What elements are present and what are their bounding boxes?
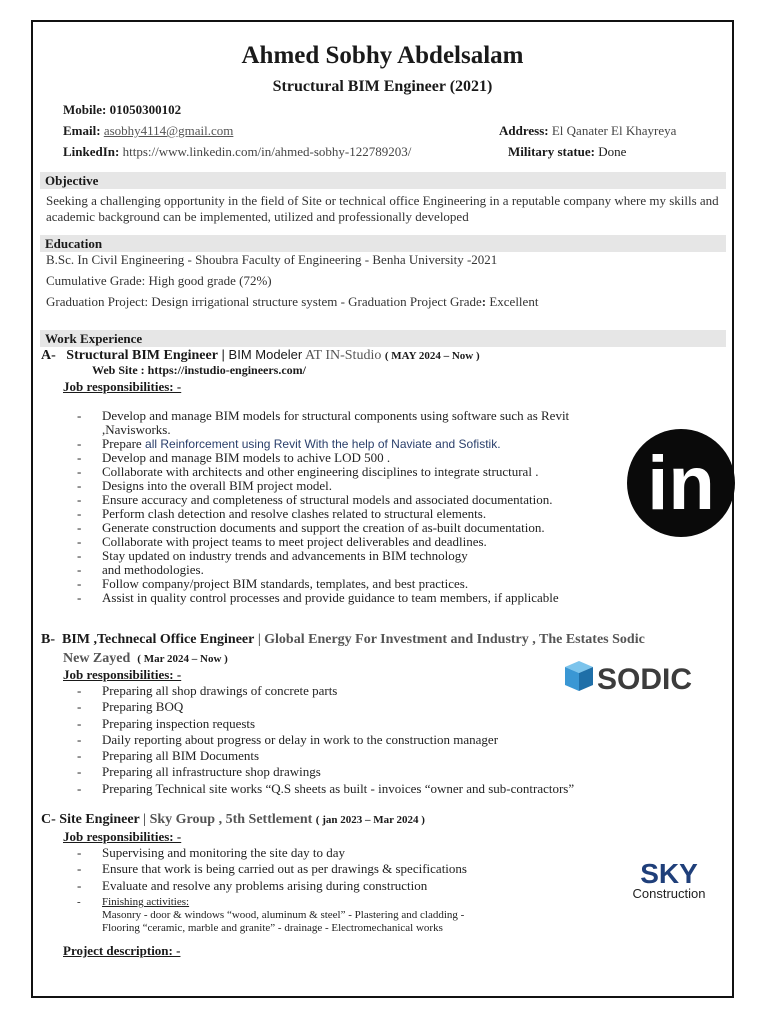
list-item: - Follow company/project BIM standards, templates, and best practices. (63, 577, 633, 591)
finishing-label: Finishing activities: (102, 895, 190, 908)
candidate-title: Structural BIM Engineer (2021) (272, 78, 493, 95)
list-item: - Preparing Technical site works “Q.S sheets as built - invoices “owner and sub-contractors” (63, 781, 703, 797)
job-c-role: Site Engineer (59, 812, 140, 827)
list-item: - Perform clash detection and resolve clashes related to structural elements. (63, 507, 633, 521)
list-item: - Designs into the overall BIM project model. (63, 479, 633, 493)
job-c-resp-label: Job responsibilities: - (63, 829, 182, 844)
linkedin-link[interactable]: https://www.linkedin.com/in/ahmed-sobhy-122789203/ (122, 144, 412, 159)
finishing-line-1: Masonry - door & windows “wood, aluminum & steel” - Plastering and cladding - (102, 908, 465, 921)
education-heading: Education (40, 235, 726, 252)
finishing-line-2: Flooring “ceramic, marble and granite” - drainage - Electromechanical works (102, 921, 443, 934)
job-a-role: Structural BIM Engineer (66, 348, 218, 363)
job-c-company: Sky Group , 5th Settlement (149, 812, 313, 827)
list-item: - Develop and manage BIM models to achive LOD 500 . (63, 451, 633, 465)
job-c-sep: | (139, 812, 150, 827)
list-item: - Supervising and monitoring the site day to day (63, 845, 623, 861)
job-b-dates: ( Mar 2024 – Now ) (137, 653, 228, 665)
job-a-letter: A- (41, 348, 56, 363)
education-project-colon: : (481, 294, 487, 309)
list-item: - Preparing BOQ (63, 699, 703, 715)
list-item: - Evaluate and resolve any problems arising during construction (63, 878, 623, 894)
military-label: Military statue: (508, 144, 596, 159)
sky-construction-logo (614, 858, 724, 902)
job-b-letter: B- (41, 632, 55, 647)
work-heading: Work Experience (40, 330, 726, 347)
job-b-role: BIM ,Technecal Office Engineer (62, 632, 255, 647)
linkedin-label: LinkedIn: (63, 144, 120, 159)
list-item (63, 437, 633, 451)
instudio-logo-text: in (647, 441, 715, 526)
resume-page (31, 20, 734, 998)
email-label: Email: (63, 123, 101, 138)
sodic-logo (563, 659, 725, 695)
address-label: Address: (499, 123, 549, 138)
sky-logo-sub: Construction (632, 886, 706, 901)
job-a-dates: ( MAY 2024 – Now ) (384, 350, 480, 362)
job-a-company: AT IN-Studio (302, 348, 382, 363)
instudio-logo (627, 429, 735, 537)
list-item: - Collaborate with project teams to meet project deliverables and deadlines. (63, 535, 633, 549)
prepare-word: Prepare (102, 436, 142, 451)
job-b-header (41, 632, 645, 648)
education-degree: B.Sc. In Civil Engineering - Shoubra Faculty of Engineering - Benha University -2021 (46, 252, 498, 267)
list-item: - Stay updated on industry trends and advancements in BIM technology (63, 549, 633, 563)
job-b-resp-label: Job responsibilities: - (63, 667, 182, 682)
list-item: - Daily reporting about progress or delay in work to the construction manager (63, 732, 703, 748)
job-a-sep: | (217, 347, 229, 362)
linkedin-line (63, 144, 411, 160)
list-item: - and methodologies. (63, 563, 633, 577)
military-line (508, 144, 626, 160)
military-value: Done (598, 144, 627, 159)
mobile-line (63, 102, 181, 118)
list-item: - Preparing inspection requests (63, 716, 703, 732)
job-b-header-2 (63, 651, 228, 667)
job-c-letter: C- (41, 812, 56, 827)
job-c-list (63, 845, 623, 935)
job-b-company-2: New Zayed (63, 651, 131, 666)
email-line (63, 123, 233, 139)
email-link[interactable]: asobhy4114@gmail.com (103, 123, 234, 138)
address-value: El Qanater El Khayreya (551, 123, 677, 138)
education-project (46, 294, 538, 310)
job-a-header (41, 347, 480, 364)
list-item: - Develop and manage BIM models for structural components using software such as Revit ,Navisworks. (63, 409, 633, 437)
objective-heading: Objective (40, 172, 726, 189)
sky-logo-text: SKY (640, 858, 698, 889)
education-grade: Cumulative Grade: High good grade (72%) (46, 273, 272, 288)
job-b-list (63, 683, 703, 797)
mobile-label: Mobile: (63, 102, 107, 117)
list-item: - Preparing all BIM Documents (63, 748, 703, 764)
prepare-rest: all Reinforcement using Revit With the help of Naviate and Sofistik. (141, 437, 501, 451)
list-item: - Generate construction documents and support the creation of as-built documentation. (63, 521, 633, 535)
list-item: - Preparing all infrastructure shop drawings (63, 764, 703, 780)
mobile-value: 01050300102 (109, 102, 182, 117)
job-c-dates: ( jan 2023 – Mar 2024 ) (315, 814, 425, 826)
project-description-label: Project description: - (63, 943, 181, 958)
list-item: - Preparing all shop drawings of concrete parts (63, 683, 703, 699)
objective-text: Seeking a challenging opportunity in the field of Site or technical office Engineering in a reputable company where my skills and academic background can be implemented, utilized and professionally developed (46, 193, 719, 224)
list-item: - Ensure accuracy and completeness of structural models and associated documentation. (63, 493, 633, 507)
education-project-grade: Excellent (486, 294, 539, 309)
job-a-sub: BIM Modeler (228, 347, 303, 362)
list-item: - Ensure that work is being carried out as per drawings & specifications (63, 861, 623, 877)
job-a-website[interactable]: Web Site : https://instudio-engineers.com/ (92, 363, 307, 377)
candidate-name: Ahmed Sobhy Abdelsalam (241, 42, 524, 69)
list-item (63, 896, 623, 935)
education-project-text: Graduation Project: Design irrigational structure system - Graduation Project Grade (46, 294, 482, 309)
job-b-company: Global Energy For Investment and Industry , The Estates Sodic (264, 632, 645, 647)
address-line (499, 123, 676, 139)
job-b-sep: | (254, 632, 265, 647)
list-item: - Assist in quality control processes and provide guidance to team members, if applicable (63, 591, 633, 605)
job-a-resp-label: Job responsibilities: - (63, 379, 182, 394)
list-item: - Collaborate with architects and other engineering disciplines to integrate structural . (63, 465, 633, 479)
sodic-logo-text: SODIC (597, 663, 693, 695)
job-c-header (41, 812, 425, 828)
job-a-list (63, 409, 633, 605)
